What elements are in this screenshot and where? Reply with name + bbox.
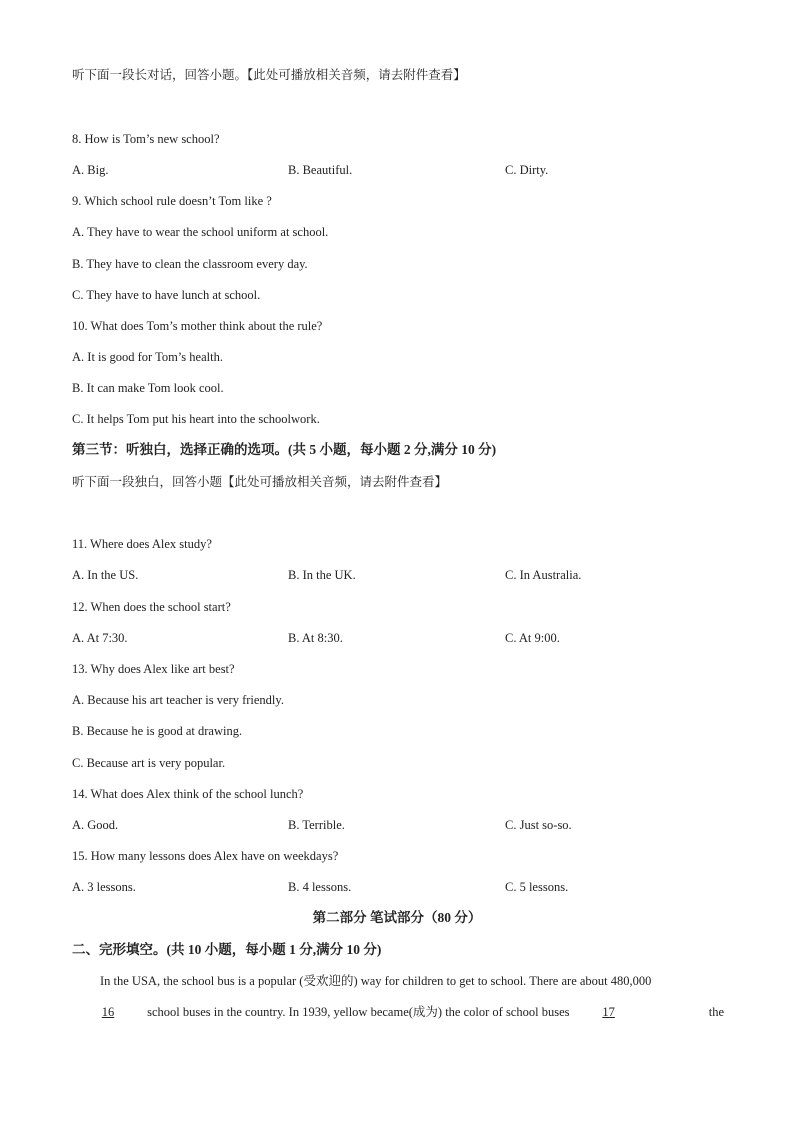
question-14: 14. What does Alex think of the school lunch?: [72, 787, 304, 801]
passage-line-1: In the USA, the school bus is a popular (受欢迎的) way for children to get to school. There are about 480,000: [100, 974, 652, 988]
dialogue-intro: 听下面一段长对话，回答小题。【此处可播放相关音频，请去附件查看】: [72, 68, 466, 82]
q14-option-a: A. Good.: [72, 818, 119, 832]
q9-option-b: B. They have to clean the classroom every day.: [72, 257, 308, 271]
q13-option-a: A. Because his art teacher is very friendly.: [72, 693, 284, 707]
section3-heading: 第三节：听独白，选择正确的选项。(共 5 小题，每小题 2 分,满分 10 分): [72, 442, 497, 457]
question-13: 13. Why does Alex like art best?: [72, 662, 235, 676]
q11-option-a: A. In the US.: [72, 568, 139, 582]
q10-option-a: A. It is good for Tom’s health.: [72, 350, 223, 364]
q12-option-b: B. At 8:30.: [288, 631, 343, 645]
q8-option-a: A. Big.: [72, 163, 109, 177]
q15-option-c: C. 5 lessons.: [505, 880, 569, 894]
passage-line-2: [72, 1004, 724, 1020]
part2-title: 第二部分 笔试部分（80 分）: [312, 910, 482, 925]
question-11: 11. Where does Alex study?: [72, 537, 212, 551]
cloze-heading: 二、完形填空。(共 10 小题，每小题 1 分,满分 10 分): [72, 942, 382, 957]
q15-option-a: A. 3 lessons.: [72, 880, 136, 894]
q14-option-c: C. Just so-so.: [505, 818, 572, 832]
blank-16[interactable]: 16: [101, 1005, 115, 1019]
passage-line-2-end: the: [708, 1005, 724, 1019]
q12-option-c: C. At 9:00.: [505, 631, 560, 645]
q10-option-b: B. It can make Tom look cool.: [72, 381, 224, 395]
q13-option-b: B. Because he is good at drawing.: [72, 724, 243, 738]
q12-option-a: A. At 7:30.: [72, 631, 128, 645]
question-15: 15. How many lessons does Alex have on weekdays?: [72, 849, 339, 863]
q14-option-b: B. Terrible.: [288, 818, 345, 832]
q9-option-c: C. They have to have lunch at school.: [72, 288, 261, 302]
q8-option-c: C. Dirty.: [505, 163, 549, 177]
passage-line-2-mid: school buses in the country. In 1939, yellow became(成为) the color of school buses: [147, 1005, 570, 1019]
q11-option-b: B. In the UK.: [288, 568, 356, 582]
q9-option-a: A. They have to wear the school uniform at school.: [72, 225, 329, 239]
q13-option-c: C. Because art is very popular.: [72, 756, 226, 770]
question-10: 10. What does Tom’s mother think about the rule?: [72, 319, 323, 333]
blank-17[interactable]: 17: [602, 1005, 615, 1019]
q8-option-b: B. Beautiful.: [288, 163, 353, 177]
question-8: 8. How is Tom’s new school?: [72, 132, 220, 146]
q15-option-b: B. 4 lessons.: [288, 880, 352, 894]
q10-option-c: C. It helps Tom put his heart into the schoolwork.: [72, 412, 320, 426]
monologue-intro: 听下面一段独白，回答小题【此处可播放相关音频，请去附件查看】: [72, 475, 448, 489]
question-9: 9. Which school rule doesn’t Tom like ?: [72, 194, 272, 208]
question-12: 12. When does the school start?: [72, 600, 231, 614]
q11-option-c: C. In Australia.: [505, 568, 582, 582]
